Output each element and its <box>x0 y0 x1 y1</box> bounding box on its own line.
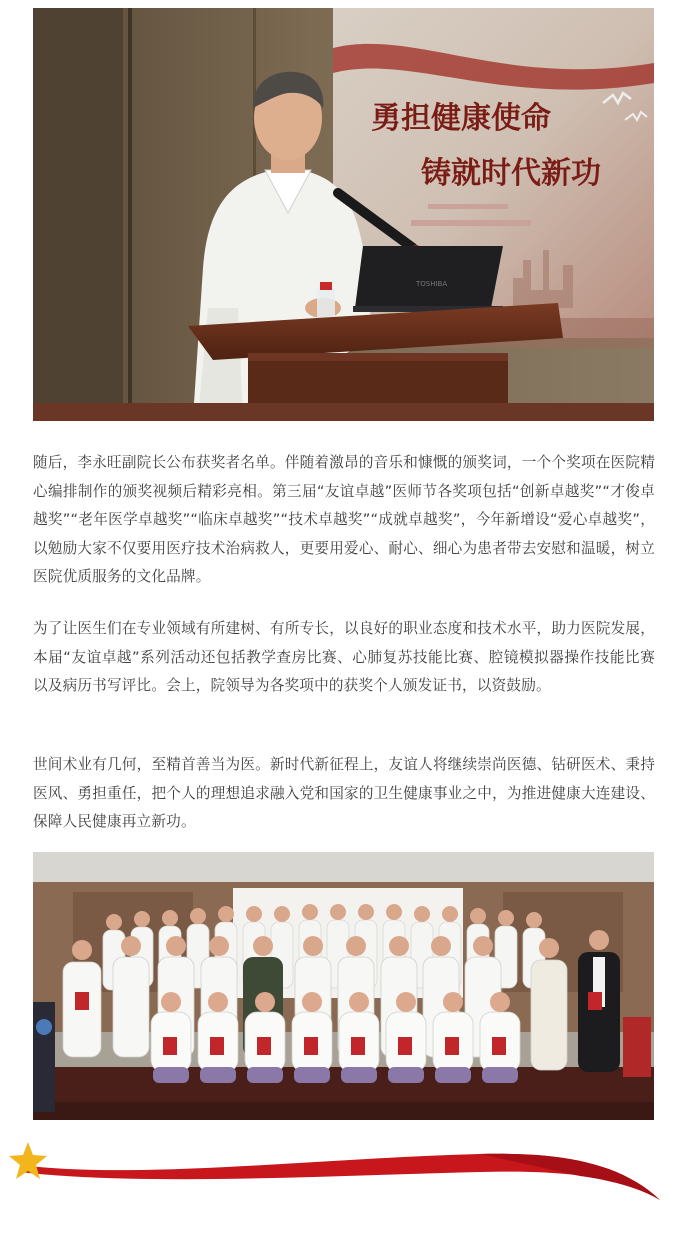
speaker-photo-illustration <box>33 8 654 421</box>
group-photo-illustration <box>33 852 654 1120</box>
footer-red-ribbon <box>0 1140 687 1220</box>
group-photo <box>33 852 654 1120</box>
slide-title-line2: 铸就时代新功 <box>421 156 601 191</box>
paragraph-awards-announcement: 随后，李永旺副院长公布获奖者名单。伴随着激昂的音乐和慷慨的颁奖词，一个个奖项在医院精心编排制作的颁奖视频后精彩亮相。第三届“友谊卓越”医师节各奖项包括“创新卓越奖”“才俊卓越奖”“老年医学卓越奖”“临床卓越奖”“技术卓越奖”“成就卓越奖”，今年新增设“爱心卓越奖”，以勉励大家不仅要用医疗技术治病救人，更要用爱心、耐心、细心为患者带去安慰和温暖，树立医院优质服务的文化品牌。 <box>33 454 655 586</box>
paragraph-activities: 为了让医生们在专业领域有所建树、有所专长，以良好的职业态度和技术水平，助力医院发展，本届“友谊卓越”系列活动还包括教学查房比赛、心肺复苏技能比赛、腔镜模拟器操作技能比赛以及病历书写评比。会上，院领导为各奖项中的获奖个人颁发证书，以资鼓励。 <box>33 620 655 695</box>
laptop-brand: TOSHIBA <box>416 280 448 288</box>
paragraph-closing: 世间术业有几何，至精首善当为医。新时代新征程上，友谊人将继续崇尚医德、钻研医术、秉持医风、勇担重任，把个人的理想追求融入党和国家的卫生健康事业之中，为推进健康大连建设、保障人民健康再立新功。 <box>33 756 655 831</box>
slide-title-line1: 勇担健康使命 <box>371 101 551 136</box>
speaker-photo <box>33 8 654 421</box>
